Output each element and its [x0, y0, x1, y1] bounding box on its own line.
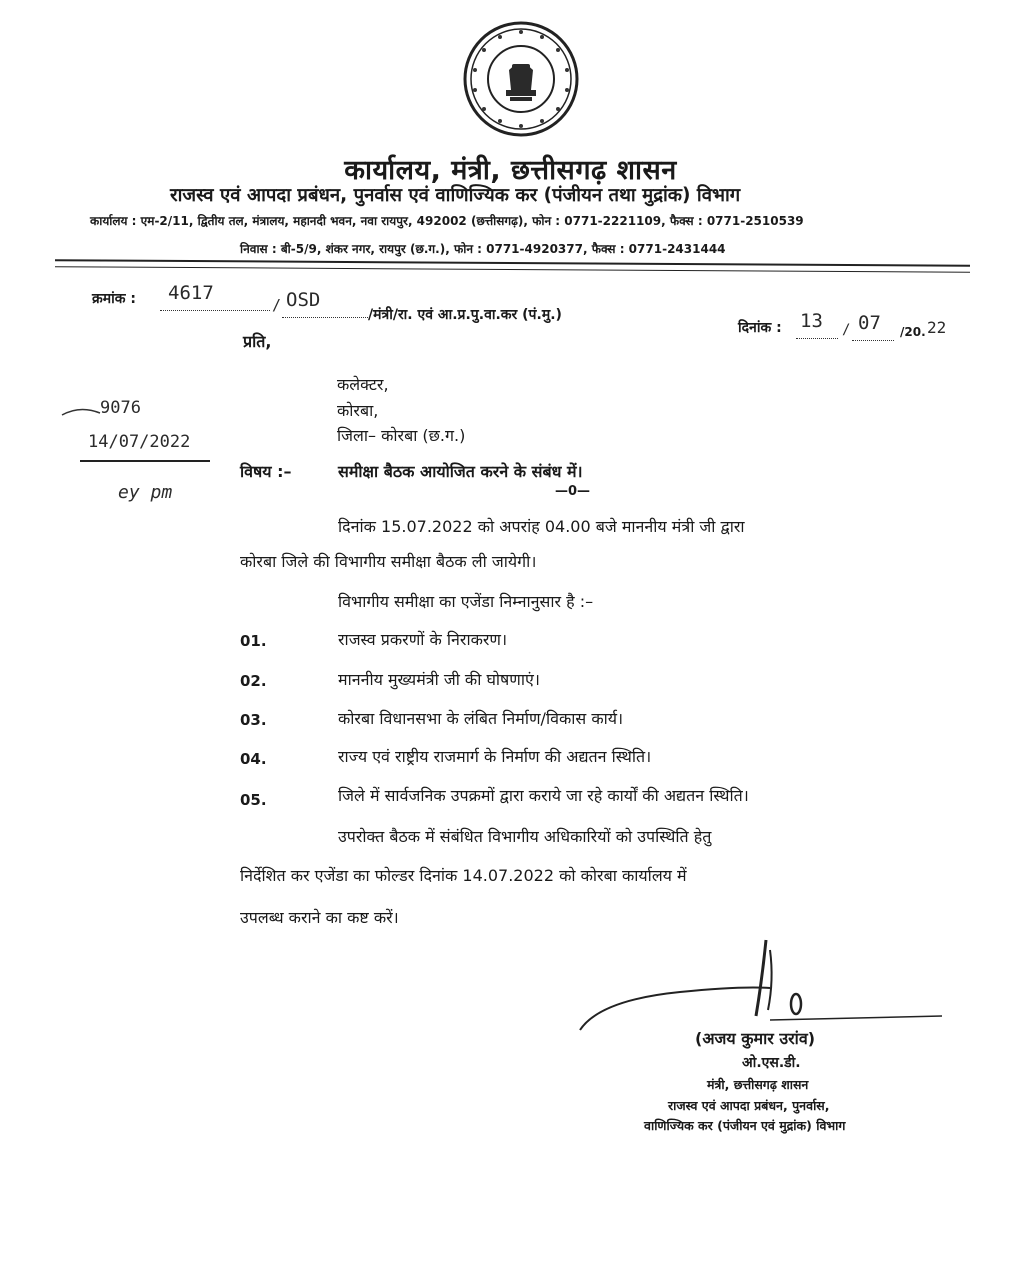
agenda-item-4: राज्य एवं राष्ट्रीय राजमार्ग के निर्माण की अद्यतन स्थिति। [338, 747, 652, 766]
reference-suffix: /मंत्री/रा. एवं आ.प्र.पु.वा.कर (पं.मु.) [368, 307, 562, 323]
subject-text: समीक्षा बैठक आयोजित करने के संबंध में। [338, 462, 583, 481]
agenda-num-1: 01. [240, 632, 267, 650]
agenda-item-3: कोरबा विधानसभा के लंबित निर्माण/विकास कार्य। [338, 709, 624, 728]
para1-line2: कोरबा जिले की विभागीय समीक्षा बैठक ली जायेगी। [240, 552, 537, 571]
date-year-prefix: /20. [900, 325, 926, 339]
reference-code: OSD [286, 289, 321, 311]
agenda-item-2: माननीय मुख्यमंत्री जी की घोषणाएं। [338, 670, 540, 689]
reference-number: 4617 [168, 282, 214, 304]
agenda-item-5: जिले में सार्वजनिक उपक्रमों द्वारा कराये जा रहे कार्यों की अद्यतन स्थिति। [338, 786, 749, 805]
date-separator: / [842, 322, 851, 338]
agenda-num-3: 03. [240, 711, 267, 729]
agenda-num-2: 02. [240, 672, 267, 690]
salutation: प्रति, [243, 332, 272, 351]
signatory-line-1: मंत्री, छत्तीसगढ़ शासन [707, 1077, 809, 1092]
office-title: कार्यालय, मंत्री, छत्तीसगढ़ शासन [344, 155, 677, 186]
date-label: दिनांक : [738, 320, 782, 336]
margin-note-number: 9076 [100, 398, 141, 418]
recipient-line-1: कलेक्टर, [337, 375, 389, 394]
signatory-name: (अजय कुमार उरांव) [695, 1029, 816, 1048]
header-rule-bottom [55, 266, 970, 273]
reference-separator: / [272, 296, 282, 314]
signatory-line-2: राजस्व एवं आपदा प्रबंधन, पुनर्वास, [668, 1098, 830, 1113]
para1-line1: दिनांक 15.07.2022 को अपरांह 04.00 बजे माननीय मंत्री जी द्वारा [338, 517, 745, 536]
date-day: 13 [800, 310, 823, 332]
para2-line2: निर्देशित कर एजेंडा का फोल्डर दिनांक 14.07.2022 को कोरबा कार्यालय में [240, 866, 687, 885]
subject-separator: —0— [555, 484, 591, 499]
margin-note-strike [60, 405, 170, 417]
residence-address: निवास : बी-5/9, शंकर नगर, रायपुर (छ.ग.), फोन : 0771-4920377, फैक्स : 0771-2431444 [240, 242, 726, 256]
reference-label: क्रमांक : [92, 291, 136, 307]
signature-scribble [570, 930, 950, 1040]
para2-line1: उपरोक्त बैठक में संबंधित विभागीय अधिकारियों को उपस्थिति हेतु [338, 827, 712, 846]
header-rule-top [55, 259, 970, 267]
department-name: राजस्व एवं आपदा प्रबंधन, पुनर्वास एवं वाणिज्यिक कर (पंजीयन तथा मुद्रांक) विभाग [170, 185, 741, 206]
recipient-line-2: कोरबा, [337, 401, 379, 420]
margin-note-underline [80, 460, 210, 462]
office-address: कार्यालय : एम-2/11, द्वितीय तल, मंत्रालय, महानदी भवन, नवा रायपुर, 492002 (छत्तीसगढ़), फोन : 0771-2221109, फैक्स : 0771-2510539 [90, 214, 804, 228]
date-year-hw: 22 [927, 318, 947, 337]
subject-label: विषय :– [240, 462, 292, 481]
date-month: 07 [858, 312, 881, 334]
para2-line3: उपलब्ध कराने का कष्ट करें। [240, 908, 399, 927]
agenda-intro: विभागीय समीक्षा का एजेंडा निम्नानुसार है :– [338, 592, 594, 611]
agenda-num-5: 05. [240, 791, 267, 809]
signatory-designation: ओ.एस.डी. [742, 1055, 801, 1071]
margin-note-initials: ey pm [118, 482, 173, 503]
agenda-num-4: 04. [240, 750, 267, 768]
recipient-line-3: जिला– कोरबा (छ.ग.) [337, 426, 466, 445]
margin-note-date: 14/07/2022 [88, 432, 191, 452]
agenda-item-1: राजस्व प्रकरणों के निराकरण। [338, 630, 508, 649]
state-emblem-icon [462, 20, 580, 138]
signatory-line-3: वाणिज्यिक कर (पंजीयन एवं मुद्रांक) विभाग [644, 1118, 846, 1133]
